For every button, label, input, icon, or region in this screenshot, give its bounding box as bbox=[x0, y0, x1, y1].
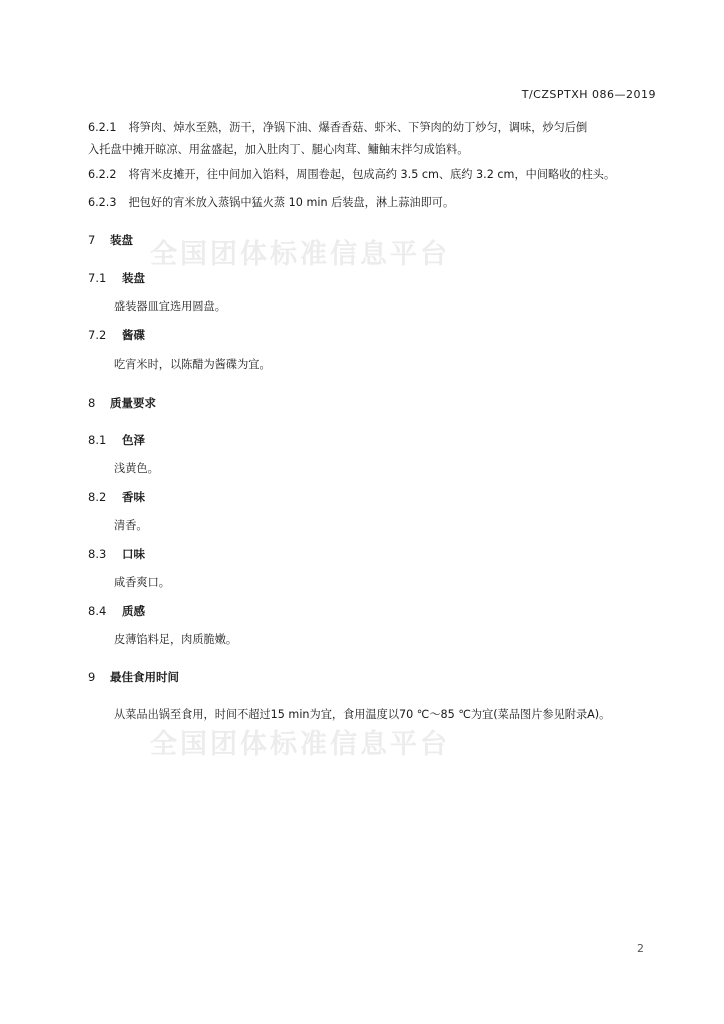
section-8-4-text: 皮薄馅料足，肉质脆嫩。 bbox=[114, 633, 238, 646]
section-8-3-text: 咸香爽口。 bbox=[114, 576, 170, 589]
section-7-2-text: 吃宵米时，以陈醋为酱碟为宜。 bbox=[114, 358, 271, 371]
section-title: 装盘 bbox=[110, 233, 133, 247]
section-number: 7 bbox=[88, 233, 96, 247]
section-number: 9 bbox=[88, 670, 96, 684]
section-title: 香味 bbox=[122, 490, 145, 504]
clause-text-line2: 入托盘中摊开晾凉、用盆盛起，加入肚肉丁、腿心肉茸、鳙鲉末拌匀成馅料。 bbox=[88, 143, 469, 156]
watermark-top: 全国团体标准信息平台 bbox=[150, 239, 450, 270]
section-number: 7.1 bbox=[88, 271, 107, 285]
section-8-4-heading bbox=[88, 603, 145, 619]
clause-number: 6.2.3 bbox=[88, 196, 117, 209]
clause-text-line1: 将笋肉、焯水至熟，沥干，净锅下油、爆香香菇、虾米、下笋肉的幼丁炒匀，调味，炒匀后倒 bbox=[128, 121, 588, 134]
section-title: 质量要求 bbox=[110, 396, 156, 410]
section-8-1-heading bbox=[88, 432, 145, 448]
section-title: 最佳食用时间 bbox=[110, 670, 179, 684]
section-7-1-heading bbox=[88, 270, 145, 286]
watermark-bottom: 全国团体标准信息平台 bbox=[150, 729, 450, 760]
section-7-1-text: 盛装器皿宜选用圆盘。 bbox=[114, 300, 226, 313]
section-title: 口味 bbox=[122, 547, 145, 561]
section-8-heading bbox=[88, 395, 156, 411]
clause-text: 把包好的宵米放入蒸锅中猛火蒸 10 min 后装盘，淋上蒜油即可。 bbox=[128, 196, 455, 209]
section-8-2-heading bbox=[88, 489, 145, 505]
section-number: 8.3 bbox=[88, 547, 107, 561]
document-code: T/CZSPTXH 086—2019 bbox=[521, 88, 656, 101]
section-8-1-text: 浅黄色。 bbox=[114, 462, 159, 475]
clause-number: 6.2.1 bbox=[88, 121, 117, 134]
section-8-2-text: 清香。 bbox=[114, 519, 148, 532]
section-title: 质感 bbox=[122, 604, 145, 618]
clause-6-2-1 bbox=[88, 117, 666, 161]
section-9-heading bbox=[88, 669, 179, 685]
section-title: 装盘 bbox=[122, 271, 145, 285]
section-8-3-heading bbox=[88, 546, 145, 562]
section-number: 8 bbox=[88, 396, 96, 410]
section-number: 8.4 bbox=[88, 604, 107, 618]
page-number: 2 bbox=[637, 942, 644, 955]
clause-6-2-2 bbox=[88, 164, 666, 186]
clause-6-2-3 bbox=[88, 192, 666, 214]
section-title: 酱碟 bbox=[122, 328, 145, 342]
section-9-text: 从菜品出锅至食用，时间不超过15 min为宜，食用温度以70 ℃～85 ℃为宜(菜品图片参见附录A)。 bbox=[114, 708, 611, 721]
section-number: 7.2 bbox=[88, 328, 107, 342]
clause-number: 6.2.2 bbox=[88, 168, 117, 181]
section-7-heading bbox=[88, 232, 133, 248]
section-7-2-heading bbox=[88, 327, 145, 343]
section-number: 8.1 bbox=[88, 433, 107, 447]
section-number: 8.2 bbox=[88, 490, 107, 504]
clause-text: 将宵米皮摊开，往中间加入馅料，周围卷起，包成高约 3.5 cm、底约 3.2 cm，中间略收的柱头。 bbox=[128, 168, 616, 181]
section-title: 色泽 bbox=[122, 433, 145, 447]
